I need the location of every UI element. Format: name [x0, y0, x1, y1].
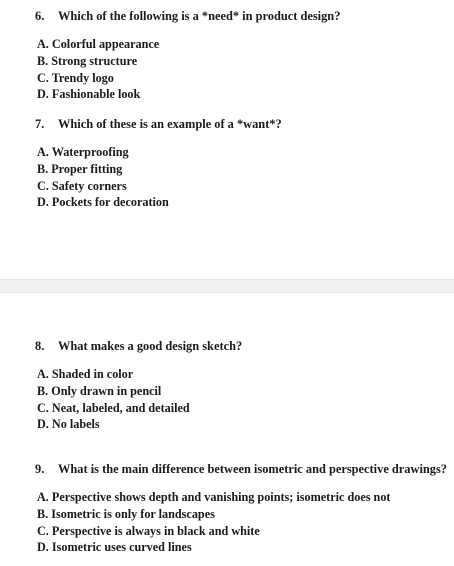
answer-options [37, 144, 169, 211]
answer-option[interactable] [37, 144, 169, 161]
question-number: 7. [35, 117, 45, 131]
answer-option[interactable] [37, 53, 159, 70]
option-text: Strong structure [51, 53, 138, 68]
question-number: 8. [35, 339, 45, 353]
option-letter: B. [37, 383, 49, 398]
answer-option[interactable] [37, 178, 169, 195]
answer-option[interactable] [37, 70, 159, 87]
option-letter: D. [37, 87, 49, 102]
option-letter: B. [37, 161, 49, 176]
option-text: Fashionable look [51, 87, 141, 102]
option-text: No labels [51, 417, 100, 432]
question-text [35, 116, 282, 132]
option-letter: C. [37, 70, 49, 85]
option-letter: D. [37, 540, 49, 555]
option-text: Safety corners [51, 178, 127, 193]
option-letter: C. [37, 178, 49, 193]
option-text: Waterproofing [51, 145, 129, 159]
answer-option[interactable] [37, 400, 190, 417]
option-letter: A. [37, 37, 49, 51]
answer-option[interactable] [37, 489, 390, 506]
option-text: Only drawn in pencil [51, 383, 162, 398]
option-letter: A. [37, 145, 49, 159]
answer-option[interactable] [37, 506, 390, 523]
option-text: Isometric is only for landscapes [51, 506, 215, 521]
answer-option[interactable] [37, 383, 190, 400]
question-number: 6. [35, 9, 45, 23]
option-letter: C. [37, 523, 49, 538]
option-text: Perspective is always in black and white [51, 523, 260, 538]
question-prompt: What makes a good design sketch? [58, 339, 243, 353]
option-text: Shaded in color [51, 367, 134, 381]
answer-option[interactable] [37, 416, 190, 433]
answer-option[interactable] [37, 539, 390, 556]
option-text: Proper fitting [51, 161, 123, 176]
option-text: Trendy logo [51, 70, 114, 85]
answer-option[interactable] [37, 366, 190, 383]
answer-option[interactable] [37, 86, 159, 103]
question-number: 9. [35, 462, 45, 476]
option-letter: A. [37, 367, 49, 381]
option-letter: B. [37, 53, 49, 68]
option-text: Neat, labeled, and detailed [51, 400, 190, 415]
question-prompt: Which of the following is a *need* in product design? [58, 9, 341, 23]
option-text: Pockets for decoration [51, 195, 169, 210]
option-letter: D. [37, 195, 49, 210]
option-letter: A. [37, 490, 49, 504]
option-text: Perspective shows depth and vanishing points; isometric does not [51, 490, 391, 504]
question-text [35, 8, 340, 24]
document-page-2 [0, 292, 454, 566]
option-letter: C. [37, 400, 49, 415]
answer-options [37, 366, 190, 433]
option-text: Colorful appearance [51, 37, 160, 51]
answer-option[interactable] [37, 523, 390, 540]
question-prompt: Which of these is an example of a *want*? [58, 117, 282, 131]
question-prompt: What is the main difference between isometric and perspective drawings? [58, 462, 447, 476]
answer-option[interactable] [37, 161, 169, 178]
answer-options [37, 489, 390, 556]
document-page-1 [0, 0, 454, 280]
question-text [35, 461, 447, 477]
answer-options [37, 36, 159, 103]
option-letter: D. [37, 417, 49, 432]
answer-option[interactable] [37, 36, 159, 53]
answer-option[interactable] [37, 194, 169, 211]
option-letter: B. [37, 506, 49, 521]
option-text: Isometric uses curved lines [51, 540, 192, 555]
question-text [35, 338, 242, 354]
